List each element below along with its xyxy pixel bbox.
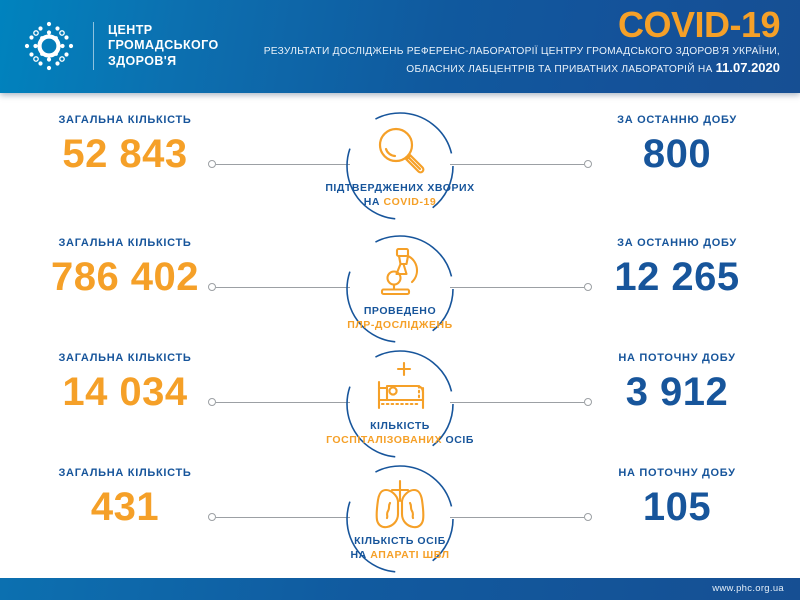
medallion-confirmed-cases [325, 110, 475, 222]
subtitle-line-2: ОБЛАСНИХ ЛАБЦЕНТРІВ ТА ПРИВАТНИХ ЛАБОРАТОРІЙ НА [406, 64, 713, 75]
label-plain: НА [350, 548, 371, 561]
microscope-icon [370, 247, 430, 299]
footer-bar [0, 578, 800, 600]
total-hospitalized-block [10, 351, 240, 417]
lungs-icon [370, 477, 430, 529]
medallion-label-line-1: ПРОВЕДЕНО [363, 305, 437, 317]
stat-caption: ЗАГАЛЬНА КІЛЬКІСТЬ [58, 114, 192, 126]
medallion-hospitalized [326, 348, 474, 460]
logo-line-1: ЦЕНТР [108, 22, 153, 37]
stat-value-daily: 3 912 [625, 370, 729, 414]
daily-confirmed-cases-block [562, 113, 792, 179]
medallion-label-line-1: КІЛЬКІСТЬ [370, 420, 430, 432]
medallion-ventilators [344, 463, 456, 575]
medallion-label [280, 535, 520, 562]
stat-caption: ЗА ОСТАННЮ ДОБУ [617, 114, 737, 126]
stat-row-confirmed-cases [0, 105, 800, 220]
stat-caption: ЗАГАЛЬНА КІЛЬКІСТЬ [58, 467, 192, 479]
connector-line [216, 287, 350, 288]
connector-line [216, 402, 350, 403]
medallion-label-line-2 [280, 319, 520, 333]
medallion-label-line-2 [280, 434, 520, 448]
stat-value-total: 431 [90, 485, 160, 529]
header-subtitle [220, 44, 780, 78]
connector-line [216, 517, 350, 518]
hospital-bed-icon [370, 362, 430, 414]
phc-dot-logo-icon [17, 14, 81, 78]
label-highlight: ПЛР-ДОСЛІДЖЕНЬ [347, 318, 453, 331]
medallion-label-line-2 [280, 549, 520, 563]
connector-left [208, 160, 350, 168]
connector-left [208, 398, 350, 406]
organization-logo [17, 14, 219, 78]
stat-caption: ЗА ОСТАННЮ ДОБУ [617, 237, 737, 249]
connector-left [208, 513, 350, 521]
daily-pcr-tests-block [562, 236, 792, 302]
stat-caption: НА ПОТОЧНУ ДОБУ [618, 352, 736, 364]
stat-caption: ЗАГАЛЬНА КІЛЬКІСТЬ [58, 237, 192, 249]
label-plain: ОСІБ [442, 433, 474, 446]
logo-line-3: ЗДОРОВ'Я [108, 53, 177, 68]
label-highlight: АПАРАТІ ШВЛ [370, 548, 450, 561]
total-pcr-tests-block [10, 236, 240, 302]
connector-dot [208, 160, 216, 168]
medallion-label [280, 305, 520, 332]
daily-hospitalized-block [562, 351, 792, 417]
organization-name [108, 23, 219, 70]
header-banner [0, 0, 800, 93]
medallion-label-line-1: ПІДТВЕРДЖЕНИХ ХВОРИХ [325, 182, 475, 194]
logo-line-2: ГРОМАДСЬКОГО [108, 38, 219, 53]
stat-value-total: 52 843 [62, 132, 188, 176]
stat-value-total: 786 402 [50, 255, 200, 299]
stat-row-ventilators [0, 458, 800, 573]
subtitle-line-1: РЕЗУЛЬТАТИ ДОСЛІДЖЕНЬ РЕФЕРЕНС-ЛАБОРАТОРІЇ ЦЕНТРУ ГРОМАДСЬКОГО ЗДОРОВ'Я УКРАЇНИ, [263, 46, 780, 57]
stat-value-daily: 12 265 [614, 255, 740, 299]
connector-dot [208, 513, 216, 521]
medallion-label-line-2 [280, 196, 520, 210]
connector-left [208, 283, 350, 291]
label-highlight: COVID-19 [383, 195, 437, 208]
connector-line [216, 164, 350, 165]
total-confirmed-cases-block [10, 113, 240, 179]
connector-dot [208, 398, 216, 406]
medallion-label [280, 182, 520, 209]
page-title: COVID-19 [617, 4, 780, 45]
total-ventilators-block [10, 466, 240, 532]
stat-value-total: 14 034 [62, 370, 188, 414]
stat-row-pcr-tests [0, 228, 800, 343]
stat-caption: ЗАГАЛЬНА КІЛЬКІСТЬ [58, 352, 192, 364]
stat-value-daily: 800 [642, 132, 712, 176]
stat-value-daily: 105 [642, 485, 712, 529]
label-plain: НА [363, 195, 384, 208]
website-url[interactable]: www.phc.org.ua [712, 583, 784, 594]
daily-ventilators-block [562, 466, 792, 532]
stat-row-hospitalized [0, 343, 800, 458]
logo-divider [93, 22, 94, 70]
medallion-label [280, 420, 520, 447]
medallion-label-line-1: КІЛЬКІСТЬ ОСІБ [354, 535, 446, 547]
medallion-pcr-tests [344, 233, 456, 345]
connector-dot [208, 283, 216, 291]
report-date: 11.07.2020 [715, 60, 780, 75]
stat-caption: НА ПОТОЧНУ ДОБУ [618, 467, 736, 479]
magnifier-icon [370, 124, 430, 176]
label-highlight: ГОСПІТАЛІЗОВАНИХ [326, 433, 443, 446]
